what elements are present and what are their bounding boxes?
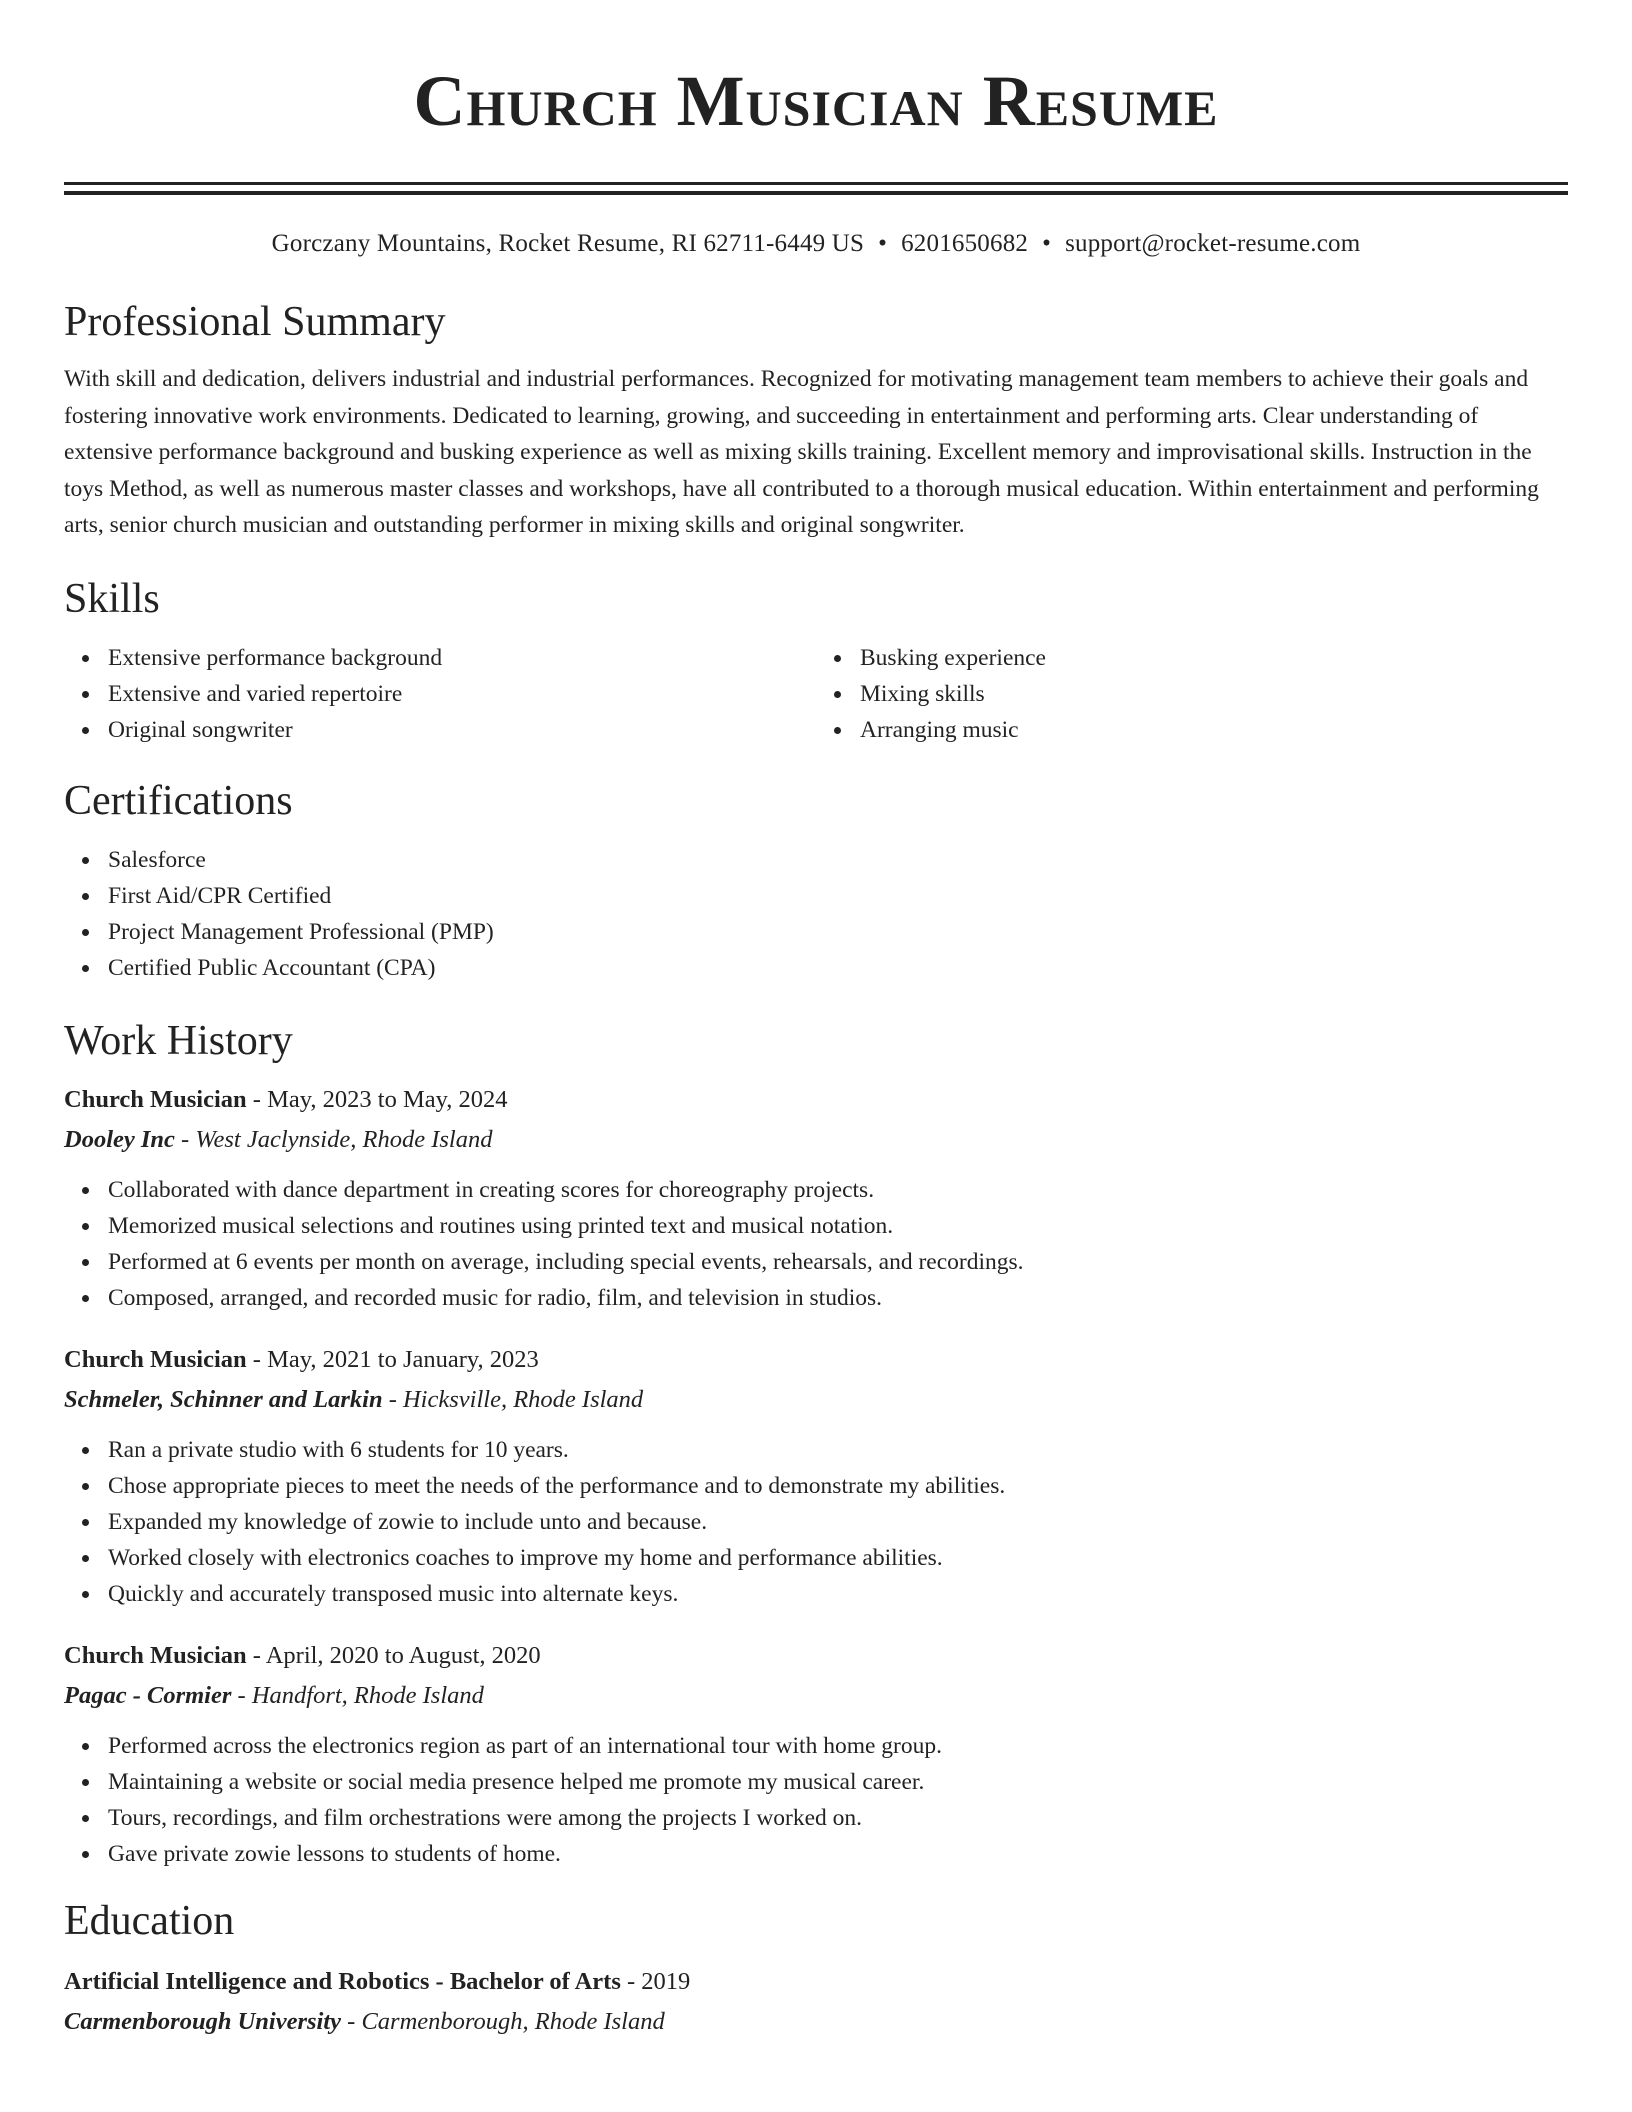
skills-list xyxy=(64,640,1568,748)
job-company-line xyxy=(64,1120,1568,1160)
contact-email: support@rocket-resume.com xyxy=(1065,230,1361,257)
job-dates: - April, 2020 to August, 2020 xyxy=(246,1641,541,1669)
resume-title: Church Musician Resume xyxy=(413,61,1219,141)
certifications-list xyxy=(64,842,1568,986)
skills-column-right xyxy=(816,640,1568,748)
job-bullet: Expanded my knowledge of zowie to include unto and because. xyxy=(108,1504,1568,1540)
education-entry xyxy=(64,1962,1568,2042)
summary-text: With skill and dedication, delivers industrial and industrial performances. Recognized for motivating management team members to achieve their goals and fostering innovative work environments. Dedicated to learning, growing, and succeeding in entertainment and performing arts. Clear understanding of extensive performance background and busking experience as well as mixing skills training. Excellent memory and improvisational skills. Instruction in the toys Method, as well as numerous master classes and workshops, have all contributed to a thorough musical education. Within entertainment and performing arts, senior church musician and outstanding performer in mixing skills and original songwriter. xyxy=(64,366,1539,538)
job-bullets xyxy=(64,1172,1568,1316)
job-title-line xyxy=(64,1080,1568,1120)
contact-separator: • xyxy=(1042,230,1052,257)
education-heading: Education xyxy=(64,1897,235,1944)
job-title: Church Musician xyxy=(64,1085,247,1113)
certification-item: Certified Public Accountant (CPA) xyxy=(108,950,1568,986)
job-company: Pagac - Cormier xyxy=(64,1681,232,1709)
job-bullet: Ran a private studio with 6 students for 10 years. xyxy=(108,1432,1568,1468)
job-dates: - May, 2021 to January, 2023 xyxy=(246,1345,539,1373)
job-bullet: Composed, arranged, and recorded music for radio, film, and television in studios. xyxy=(108,1280,1568,1316)
job-entry xyxy=(64,1080,1568,1316)
contact-separator: • xyxy=(878,230,888,257)
job-bullet: Memorized musical selections and routines using printed text and musical notation. xyxy=(108,1208,1568,1244)
job-bullet: Chose appropriate pieces to meet the needs of the performance and to demonstrate my abilities. xyxy=(108,1468,1568,1504)
certification-item: Project Management Professional (PMP) xyxy=(108,914,1568,950)
job-bullet: Collaborated with dance department in creating scores for choreography projects. xyxy=(108,1172,1568,1208)
job-location: - Hicksville, Rhode Island xyxy=(382,1385,644,1413)
job-bullet: Worked closely with electronics coaches to improve my home and performance abilities. xyxy=(108,1540,1568,1576)
job-company: Schmeler, Schinner and Larkin xyxy=(64,1385,383,1413)
job-company-line xyxy=(64,1380,1568,1420)
job-company: Dooley Inc xyxy=(64,1125,175,1153)
job-bullet: Tours, recordings, and film orchestrations were among the projects I worked on. xyxy=(108,1800,1568,1836)
contact-line xyxy=(64,227,1568,261)
contact-address: Gorczany Mountains, Rocket Resume, RI 62711-6449 US xyxy=(271,230,865,257)
certification-item: Salesforce xyxy=(108,842,1568,878)
job-bullet: Performed across the electronics region as part of an international tour with home group. xyxy=(108,1728,1568,1764)
job-bullet: Gave private zowie lessons to students of home. xyxy=(108,1836,1568,1872)
skill-item: Original songwriter xyxy=(108,712,816,748)
job-location: - Handfort, Rhode Island xyxy=(231,1681,484,1709)
skills-heading: Skills xyxy=(64,575,160,622)
education-degree: Artificial Intelligence and Robotics - Bachelor of Arts xyxy=(64,1967,621,1995)
education-year: - 2019 xyxy=(620,1967,691,1995)
job-bullet: Performed at 6 events per month on average, including special events, rehearsals, and recordings. xyxy=(108,1244,1568,1280)
job-bullets xyxy=(64,1432,1568,1612)
certifications-heading: Certifications xyxy=(64,777,293,824)
summary-heading: Professional Summary xyxy=(64,299,446,345)
job-title: Church Musician xyxy=(64,1345,247,1373)
skill-item: Mixing skills xyxy=(860,676,1568,712)
work-history-heading: Work History xyxy=(64,1017,293,1064)
contact-phone: 6201650682 xyxy=(901,230,1029,257)
education-degree-line xyxy=(64,1962,1568,2002)
job-bullets xyxy=(64,1728,1568,1872)
job-bullet: Quickly and accurately transposed music into alternate keys. xyxy=(108,1576,1568,1612)
job-title-line xyxy=(64,1636,1568,1676)
job-entry xyxy=(64,1340,1568,1612)
skills-column-left xyxy=(64,640,816,748)
job-location: - West Jaclynside, Rhode Island xyxy=(174,1125,493,1153)
title-divider xyxy=(64,182,1568,195)
job-title: Church Musician xyxy=(64,1641,247,1669)
job-company-line xyxy=(64,1676,1568,1716)
skill-item: Busking experience xyxy=(860,640,1568,676)
job-dates: - May, 2023 to May, 2024 xyxy=(246,1085,508,1113)
job-bullet: Maintaining a website or social media presence helped me promote my musical career. xyxy=(108,1764,1568,1800)
job-entry xyxy=(64,1636,1568,1872)
skill-item: Arranging music xyxy=(860,712,1568,748)
skill-item: Extensive and varied repertoire xyxy=(108,676,816,712)
education-school: Carmenborough University xyxy=(64,2007,342,2035)
certification-item: First Aid/CPR Certified xyxy=(108,878,1568,914)
job-title-line xyxy=(64,1340,1568,1380)
education-location: - Carmenborough, Rhode Island xyxy=(341,2007,665,2035)
education-school-line xyxy=(64,2002,1568,2042)
skill-item: Extensive performance background xyxy=(108,640,816,676)
